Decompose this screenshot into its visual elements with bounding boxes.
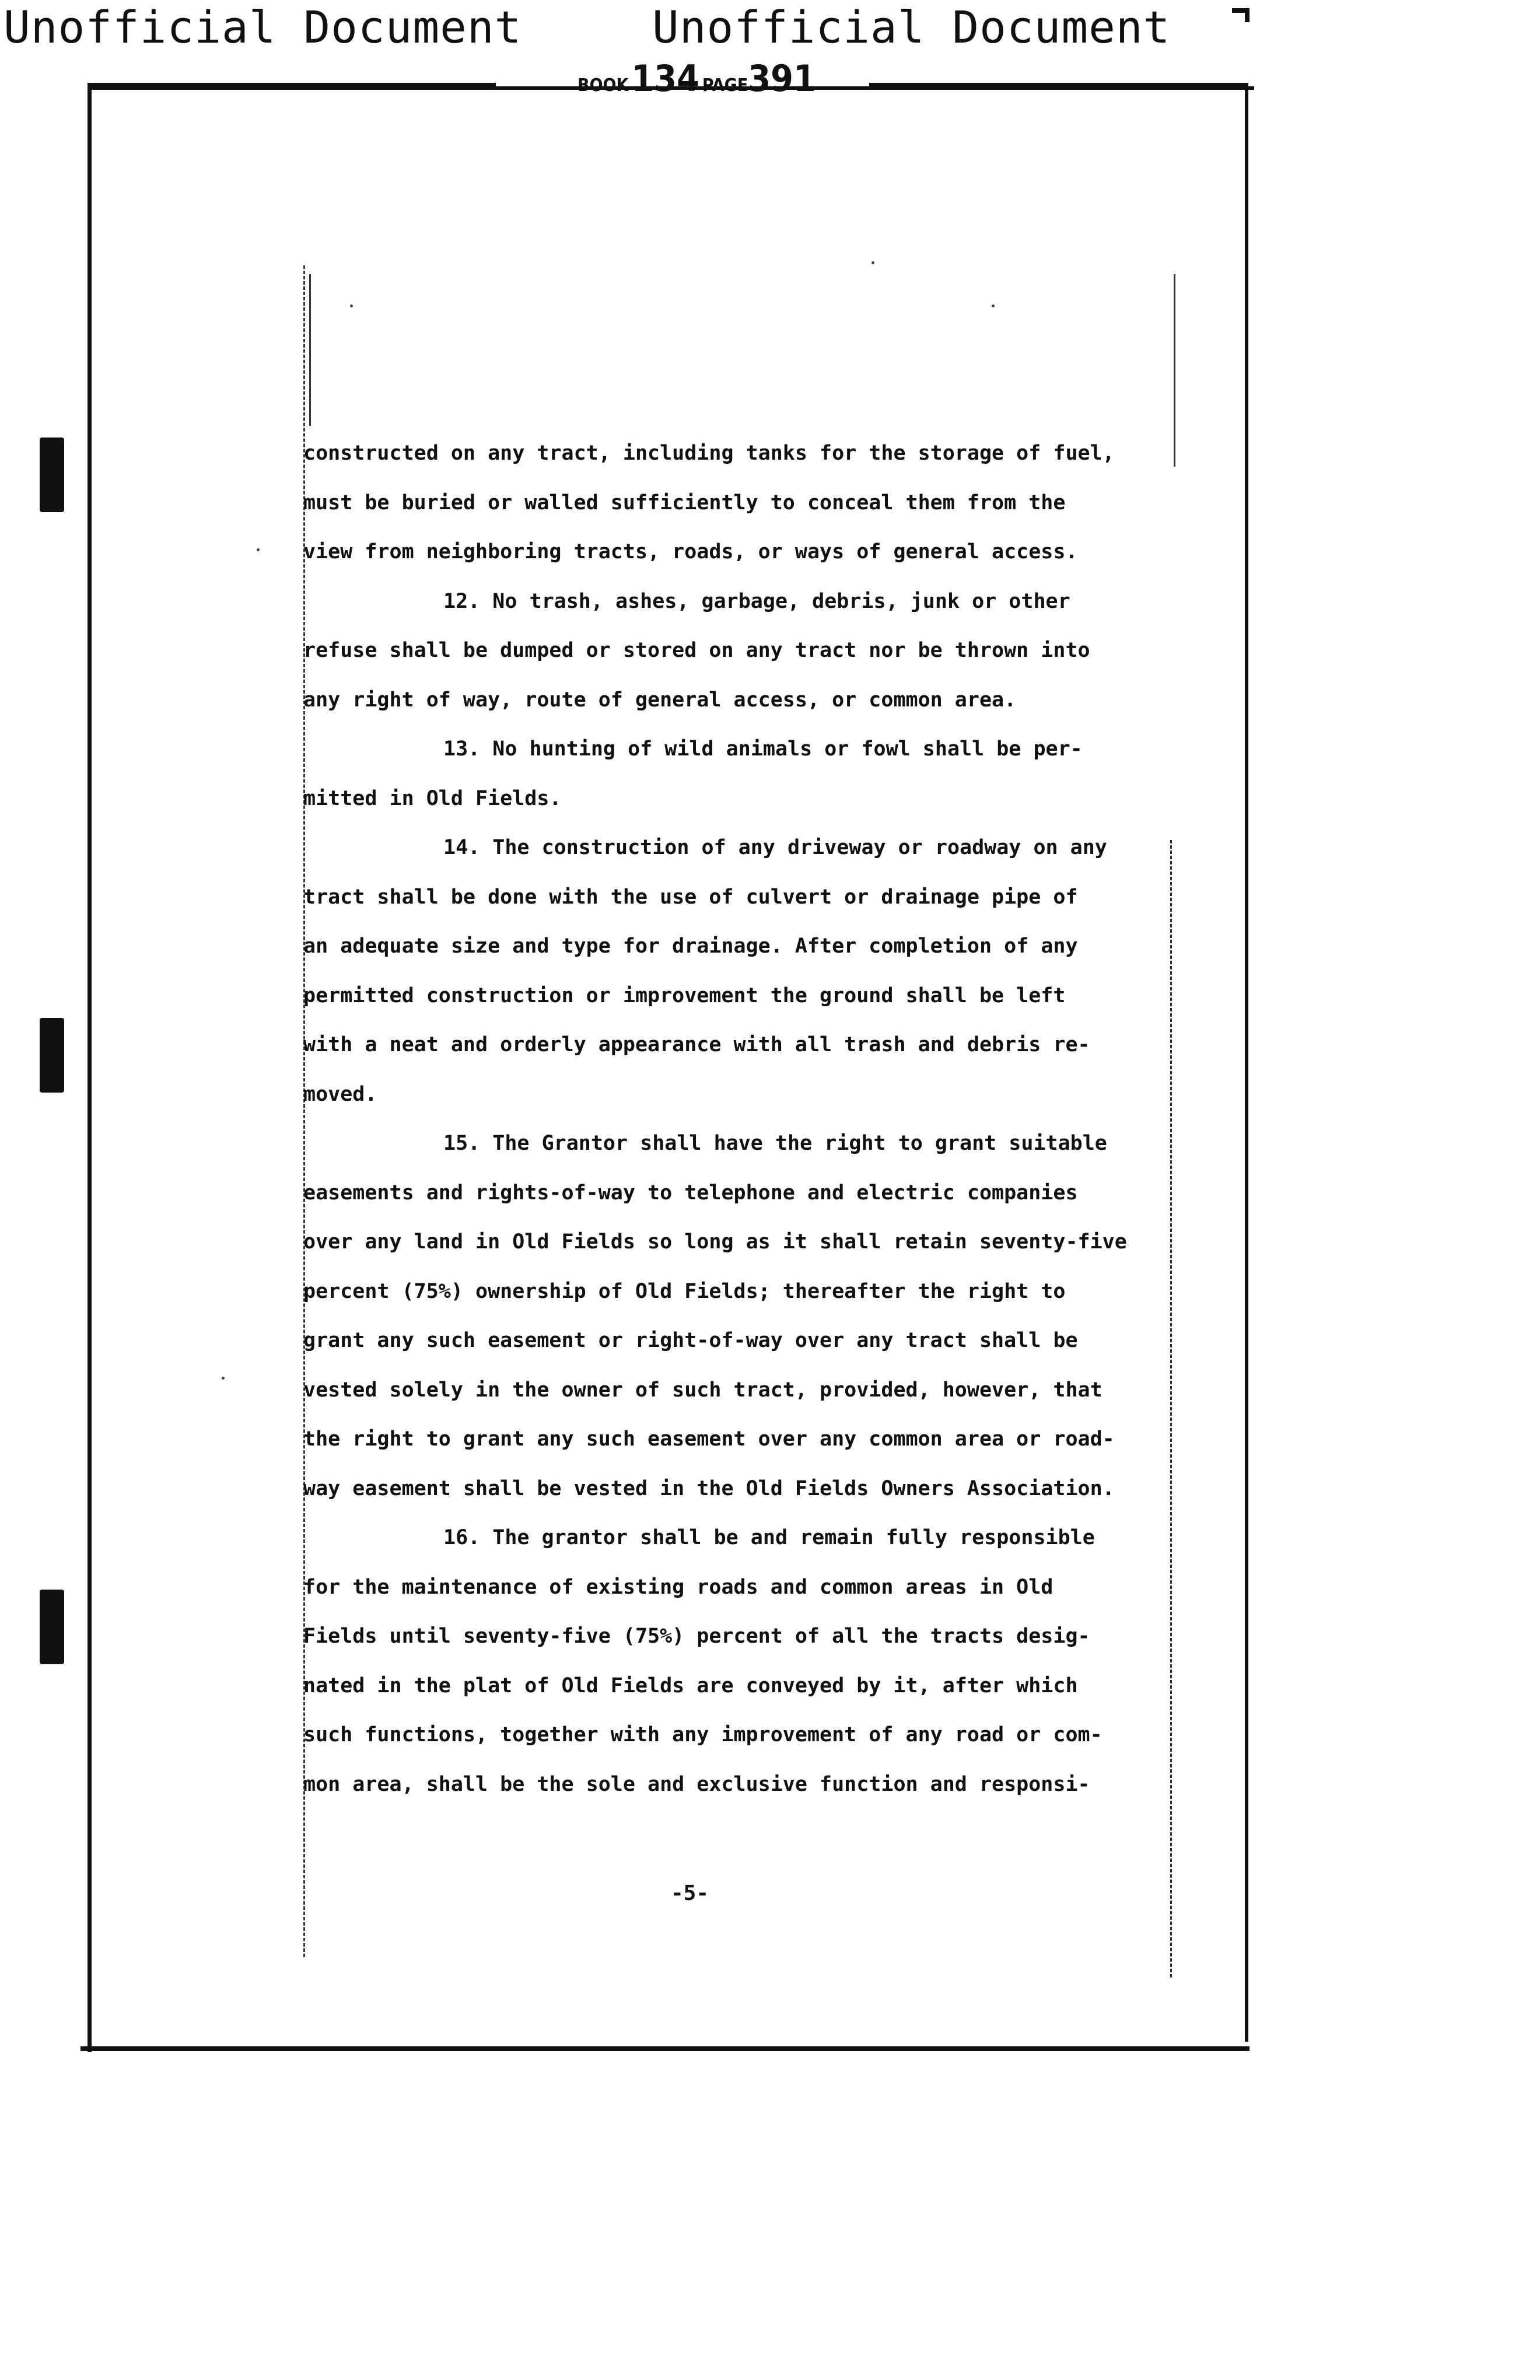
speck	[257, 548, 260, 551]
text-line: 15. The Grantor shall have the right to grant suitable	[443, 1132, 1107, 1155]
text-line: must be buried or walled sufficiently to conceal them from the	[303, 491, 1066, 514]
text-line: view from neighboring tracts, roads, or ways of general access.	[303, 540, 1078, 564]
text-line: permitted construction or improvement the ground shall be left	[303, 984, 1066, 1007]
frame-bottom	[80, 2046, 1250, 2051]
text-line: such functions, together with any improvement of any road or com-	[303, 1723, 1102, 1746]
text-line: Fields until seventy-five (75%) percent of all the tracts desig-	[303, 1625, 1090, 1648]
left-margin-rule-inner	[309, 274, 311, 426]
book-page-stamp	[578, 57, 816, 100]
watermark-left: Unofficial Document	[4, 1, 522, 53]
text-line: percent (75%) ownership of Old Fields; thereafter the right to	[303, 1279, 1066, 1303]
page-number: -5-	[671, 1881, 709, 1905]
text-line: the right to grant any such easement over any common area or road-	[303, 1427, 1115, 1451]
frame-top	[88, 86, 1254, 90]
text-line: for the maintenance of existing roads and common areas in Old	[303, 1575, 1054, 1599]
text-line: an adequate size and type for drainage. After completion of any	[303, 935, 1078, 958]
text-line: 16. The grantor shall be and remain fully responsible	[443, 1526, 1095, 1549]
text-line: vested solely in the owner of such tract, provided, however, that	[303, 1378, 1102, 1402]
text-line: mitted in Old Fields.	[303, 786, 562, 810]
corner-mark	[1232, 8, 1250, 22]
speck	[872, 261, 874, 264]
binding-marker-2	[40, 1018, 64, 1093]
text-line: with a neat and orderly appearance with all trash and debris re-	[303, 1033, 1090, 1056]
text-line: any right of way, route of general access, or common area.	[303, 688, 1017, 712]
text-line: 14. The construction of any driveway or roadway on any	[443, 836, 1107, 859]
text-line: easements and rights-of-way to telephone and electric companies	[303, 1181, 1078, 1205]
text-line: way easement shall be vested in the Old Fields Owners Association.	[303, 1476, 1115, 1500]
binding-marker-3	[40, 1590, 64, 1664]
frame-left	[88, 86, 92, 2052]
text-line: constructed on any tract, including tanks for the storage of fuel,	[303, 442, 1115, 465]
frame-right	[1245, 88, 1248, 2042]
binding-marker-1	[40, 438, 64, 512]
text-line: 13. No hunting of wild animals or fowl shall be per-	[443, 737, 1083, 761]
text-line: over any land in Old Fields so long as it shall retain seventy-five	[303, 1230, 1127, 1254]
book-number: 134	[631, 57, 699, 100]
document-body	[303, 429, 1178, 1809]
text-line: mon area, shall be the sole and exclusive function and responsi-	[303, 1772, 1090, 1796]
speck	[992, 304, 995, 307]
text-line: nated in the plat of Old Fields are conveyed by it, after which	[303, 1674, 1078, 1698]
speck	[222, 1377, 225, 1380]
text-line: tract shall be done with the use of culvert or drainage pipe of	[303, 885, 1078, 909]
text-line: grant any such easement or right-of-way over any tract shall be	[303, 1329, 1078, 1352]
page-number-stamp: 391	[748, 57, 816, 100]
book-label: BOOK	[578, 75, 629, 96]
text-line: 12. No trash, ashes, garbage, debris, junk or other	[443, 589, 1070, 613]
text-line: moved.	[303, 1082, 377, 1106]
speck	[350, 304, 353, 307]
watermark-right: Unofficial Document	[652, 1, 1171, 53]
text-line: refuse shall be dumped or stored on any tract nor be thrown into	[303, 639, 1090, 662]
page-label: PAGE	[702, 75, 748, 96]
